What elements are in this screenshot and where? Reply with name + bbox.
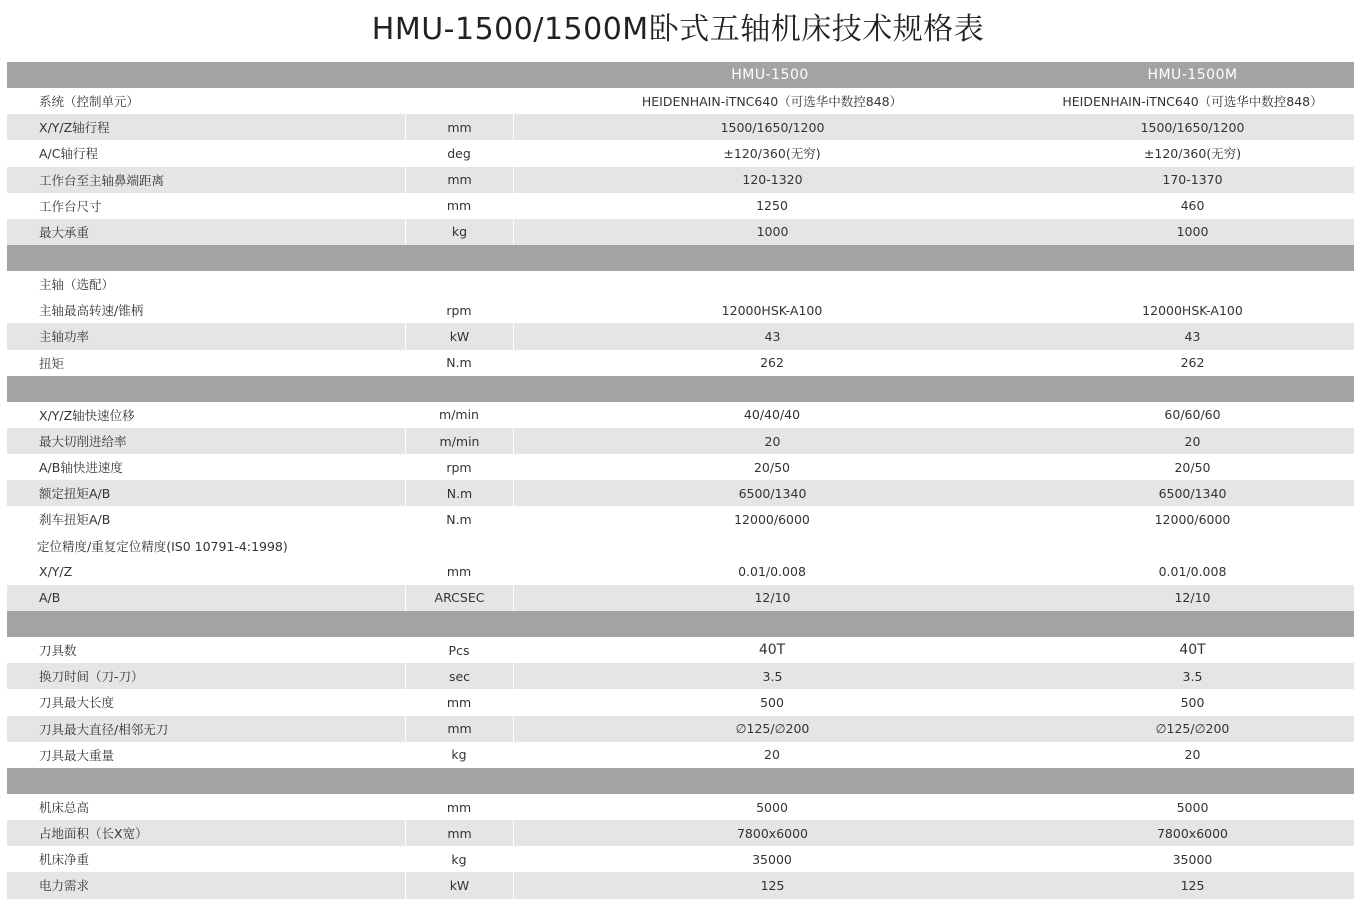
table-row [7,323,1354,349]
row-label: 刹车扭矩A/B [39,512,111,528]
row-label: 机床总高 [39,800,90,815]
table-row [7,350,1354,376]
row-unit: deg [447,145,471,161]
row-value-model-2: 12/10 [1174,590,1211,606]
row-label: 刀具最大长度 [39,695,115,711]
row-value-model-2: ±120/360(无穷) [1143,146,1242,162]
row-value-model-1: 40T [758,642,786,659]
table-row [7,742,1354,768]
row-value-model-2: ∅125/∅200 [1155,721,1230,737]
row-label: 刀具最大重量 [39,747,115,763]
spec-table [7,62,1354,899]
row-label: 主轴（选配） [39,277,115,293]
row-label: 电力需求 [39,878,90,894]
row-value-model-2: 40T [1179,642,1206,659]
row-value-model-2: 35000 [1172,851,1213,867]
row-label: X/Y/Z轴快速位移 [39,407,135,423]
row-label: 最大承重 [39,224,90,240]
table-row [7,533,1354,559]
row-unit [405,88,513,114]
row-value-model-2: 170-1370 [1162,172,1223,188]
row-value-model-2: 460 [1180,198,1205,214]
row-label: 扭矩 [39,355,65,371]
row-value-model-1: 20 [764,747,780,763]
row-unit: kW [405,323,513,349]
row-label: 定位精度/重复定位精度(IS0 10791-4:1998) [37,538,288,554]
row-unit: Pcs [448,642,470,658]
row-value-model-2: 7800x6000 [1156,825,1229,841]
row-value-model-1: 0.01/0.008 [738,564,806,580]
row-value-model-1: 1250 [756,198,788,214]
row-value-model-2: 6500/1340 [1158,485,1227,501]
row-value-model-2 [1031,533,1354,559]
row-value-model-1: 6500/1340 [513,480,1031,506]
header-model-2: HMU-1500M [1147,67,1238,84]
row-value-model-1: 1000 [513,219,1031,245]
row-value-model-2: 0.01/0.008 [1158,564,1227,580]
table-row [7,716,1354,742]
row-value-model-1: HEIDENHAIN-iTNC640（可选华中数控848） [641,94,903,110]
row-value-model-1: 7800x6000 [513,820,1031,846]
row-unit [405,271,513,297]
table-row [7,193,1354,219]
row-unit: mm [446,694,472,710]
table-row [7,559,1354,585]
row-label: 系统（控制单元） [39,94,140,110]
table-row [7,271,1354,297]
row-label: 工作台至主轴鼻端距离 [39,172,165,188]
row-unit: mm [405,167,513,193]
row-value-model-1: 40/40/40 [743,407,801,423]
table-row [7,167,1354,193]
row-label: 刀具数 [39,643,77,659]
row-value-model-2: 1500/1650/1200 [1140,119,1245,135]
row-value-model-1: 20/50 [753,459,791,475]
row-unit [405,533,513,559]
row-label: 主轴功率 [39,329,90,345]
row-value-model-2: 60/60/60 [1164,407,1221,423]
row-value-model-2: 125 [1180,877,1205,893]
row-unit: kW [405,872,513,898]
section-divider [7,611,1354,637]
table-header [7,62,1354,88]
row-value-model-2: 500 [1180,694,1205,710]
row-value-model-2: 12000/6000 [1154,511,1231,527]
table-row [7,637,1354,663]
row-value-model-1: 125 [513,872,1031,898]
table-row [7,428,1354,454]
row-value-model-2: 262 [1180,355,1205,371]
table-row [7,480,1354,506]
row-unit: kg [405,219,513,245]
row-unit: kg [451,851,467,867]
section-divider [7,245,1354,271]
row-value-model-1: 12000HSK-A100 [721,302,823,318]
row-value-model-2: 5000 [1176,799,1209,815]
row-label: 额定扭矩A/B [39,486,111,502]
table-row [7,872,1354,898]
row-value-model-1: 500 [760,694,784,710]
row-label: 最大切削进给率 [39,434,127,450]
row-value-model-2: 12000HSK-A100 [1142,302,1243,318]
row-label: 占地面积（长X宽） [39,826,148,842]
row-unit: sec [405,663,513,689]
section-divider [7,376,1354,402]
row-value-model-2: 20 [1184,433,1201,449]
row-value-model-1 [513,533,1031,559]
header-model-1: HMU-1500 [731,67,809,84]
row-unit: kg [451,747,467,763]
row-value-model-2: 1000 [1176,224,1209,240]
row-label: 刀具最大直径/相邻无刀 [39,721,169,737]
table-row [7,140,1354,166]
row-value-model-1: 12/10 [513,585,1031,611]
table-row [7,506,1354,532]
table-row [7,689,1354,715]
row-unit: N.m [446,355,472,371]
row-unit: m/min [439,407,479,423]
row-value-model-1: 262 [760,355,784,371]
row-value-model-1: 43 [513,323,1031,349]
row-unit: N.m [446,511,472,527]
section-divider [7,768,1354,794]
row-value-model-2 [1031,271,1354,297]
row-label: 工作台尺寸 [39,198,102,214]
row-value-model-2: 43 [1184,328,1201,344]
row-label: A/C轴行程 [39,146,98,162]
row-label: A/B轴快进速度 [39,460,123,476]
row-unit: mm [405,716,513,742]
row-unit: mm [446,198,472,214]
table-row [7,663,1354,689]
row-value-model-2: 20 [1184,747,1201,763]
row-label: 换刀时间（刀-刀） [39,669,144,685]
row-unit: mm [405,820,513,846]
table-row [7,585,1354,611]
row-unit: mm [446,564,472,580]
row-label: 机床净重 [39,852,90,868]
row-value-model-2: 3.5 [1182,668,1203,684]
row-value-model-1: 3.5 [513,663,1031,689]
row-unit: m/min [405,428,513,454]
row-unit: rpm [446,302,472,318]
row-value-model-1: 20 [513,428,1031,454]
table-row [7,402,1354,428]
row-unit: mm [405,114,513,140]
table-row [7,88,1354,114]
row-value-model-1: 1500/1650/1200 [513,114,1031,140]
table-row [7,297,1354,323]
row-value-model-2: HEIDENHAIN-iTNC640（可选华中数控848） [1062,94,1323,110]
row-value-model-1: 5000 [756,799,788,815]
table-row [7,846,1354,872]
table-row [7,794,1354,820]
table-row [7,114,1354,140]
row-value-model-2: 20/50 [1174,459,1211,475]
row-unit: rpm [446,459,472,475]
row-unit: N.m [405,480,513,506]
page-title: HMU-1500/1500M卧式五轴机床技术规格表 [371,12,985,47]
row-unit: ARCSEC [405,585,513,611]
row-label: 主轴最高转速/锥柄 [39,303,144,319]
row-value-model-1: 35000 [752,851,792,867]
row-value-model-1 [513,271,1031,297]
row-unit: mm [446,799,472,815]
row-label: A/B [39,590,61,606]
row-value-model-1: ±120/360(无穷) [723,146,821,162]
row-value-model-1: ∅125/∅200 [513,716,1031,742]
table-row [7,820,1354,846]
row-value-model-1: 120-1320 [513,167,1031,193]
row-label: X/Y/Z轴行程 [39,120,110,136]
table-row [7,454,1354,480]
row-value-model-1: 12000/6000 [734,511,810,527]
row-label: X/Y/Z [39,564,73,580]
table-row [7,219,1354,245]
